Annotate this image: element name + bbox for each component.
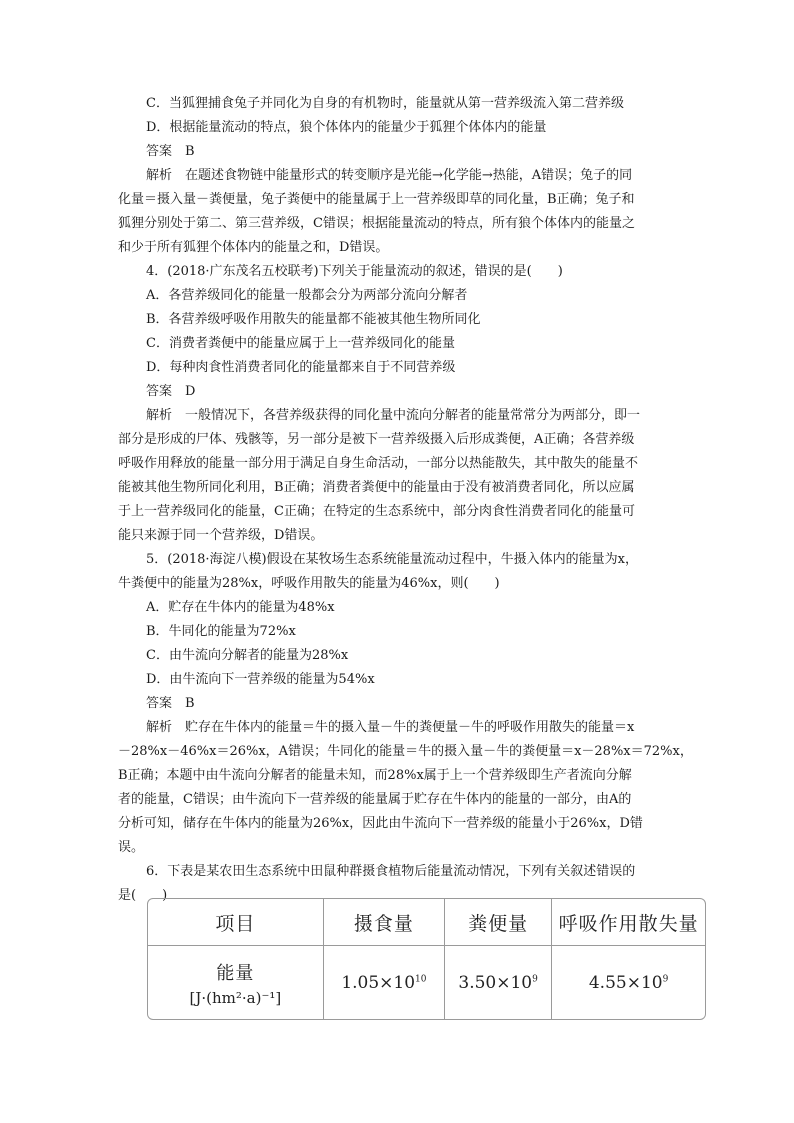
text-line: 答案 B (146, 144, 195, 159)
text-line: 答案 B (146, 696, 195, 711)
text-line: B正确；本题中由牛流向分解者的能量未知，而28%x属于上一个营养级即生产者流向分解 (118, 768, 632, 783)
text-line: 能只来源于同一个营养级，D错误。 (118, 528, 324, 543)
text-line: 6．下表是某农田生态系统中田鼠种群摄食植物后能量流动情况，下列有关叙述错误的 (146, 864, 636, 879)
text-line: －28%x－46%x＝26%x，A错误；牛同化的能量＝牛的摄入量－牛的粪便量＝x－28%x＝72%x， (118, 744, 693, 759)
text-line: 能被其他生物所同化利用，B正确；消费者粪便中的能量由于没有被消费者同化，所以应属 (118, 480, 635, 495)
text-line: 部分是形成的尸体、残骸等，另一部分是被下一营养级摄入后形成粪便，A正确；各营养级 (118, 432, 635, 447)
text-line: D．根据能量流动的特点，狼个体体内的能量少于狐狸个体体内的能量 (146, 120, 547, 135)
text-line: 解析 在题述食物链中能量形式的转变顺序是光能→化学能→热能，A错误；兔子的同 (146, 168, 633, 183)
text-line: D．每种肉食性消费者同化的能量都来自于不同营养级 (146, 360, 456, 375)
table-cell-respiration: $4.55\times 10^9$ (552, 946, 705, 1020)
text-line: 误。 (118, 840, 145, 855)
text-line: 狐狸分别处于第二、第三营养级，C错误；根据能量流动的特点，所有狼个体体内的能量之 (118, 216, 635, 231)
text-line: C．消费者粪便中的能量应属于上一营养级同化的能量 (146, 336, 455, 351)
text-line: B．牛同化的能量为72%x (146, 624, 296, 639)
text-line: C．由牛流向分解者的能量为28%x (146, 648, 349, 663)
text-line: 5．(2018·海淀八模)假设在某牧场生态系统能量流动过程中，牛摄入体内的能量为x， (146, 552, 638, 567)
text-line: 是( ) (118, 888, 168, 903)
table-header-item: 项目 (148, 899, 323, 946)
table-cell-feces: $3.50\times 10^9$ (445, 946, 552, 1020)
table-header-intake: 摄食量 (323, 899, 444, 946)
text-line: 解析 贮存在牛体内的能量＝牛的摄入量－牛的粪便量－牛的呼吸作用散失的能量＝x (146, 720, 635, 735)
text-line: C．当狐狸捕食兔子并同化为自身的有机物时，能量就从第一营养级流入第二营养级 (146, 96, 624, 111)
text-line: 于上一营养级同化的能量，C正确；在特定的生态系统中，部分肉食性消费者同化的能量可 (118, 504, 635, 519)
row-label-unit: [J·(hm²·a)⁻¹] (189, 988, 282, 1007)
text-line: D．由牛流向下一营养级的能量为54%x (146, 672, 375, 687)
text-line: B．各营养级呼吸作用散失的能量都不能被其他生物所同化 (146, 312, 481, 327)
table-cell-intake: $1.05\times 10^{10}$ (323, 946, 444, 1020)
text-line: 解析 一般情况下，各营养级获得的同化量中流向分解者的能量常常分为两部分，即一 (146, 408, 641, 423)
text-line: 呼吸作用释放的能量一部分用于满足自身生命活动，一部分以热能散失，其中散失的能量不 (118, 456, 639, 471)
text-line: 答案 D (146, 384, 196, 399)
text-line: 和少于所有狐狸个体体内的能量之和，D错误。 (118, 240, 389, 255)
table-header-row (148, 899, 705, 946)
text-line: 化量＝摄入量－粪便量，兔子粪便中的能量属于上一营养级即草的同化量，B正确；兔子和 (118, 192, 635, 207)
energy-flow-table (147, 898, 706, 1020)
table-row-label (148, 946, 323, 1020)
text-line: 分析可知，储存在牛体内的能量为26%x，因此由牛流向下一营养级的能量小于26%x，D错 (118, 816, 643, 831)
text-line: A．各营养级同化的能量一般都会分为两部分流向分解者 (146, 288, 468, 303)
text-line: 4．(2018·广东茂名五校联考)下列关于能量流动的叙述，错误的是( ) (146, 264, 563, 279)
text-line: 牛粪便中的能量为28%x，呼吸作用散失的能量为46%x，则( ) (118, 576, 500, 591)
text-line: 者的能量，C错误；由牛流向下一营养级的能量属于贮存在牛体内的能量的一部分，由A的 (118, 792, 632, 807)
row-label-energy: 能量 (216, 962, 255, 984)
table-row (148, 946, 705, 1020)
table-header-feces: 粪便量 (445, 899, 552, 946)
table-header-respiration: 呼吸作用散失量 (552, 899, 705, 946)
text-line: A．贮存在牛体内的能量为48%x (146, 600, 335, 615)
